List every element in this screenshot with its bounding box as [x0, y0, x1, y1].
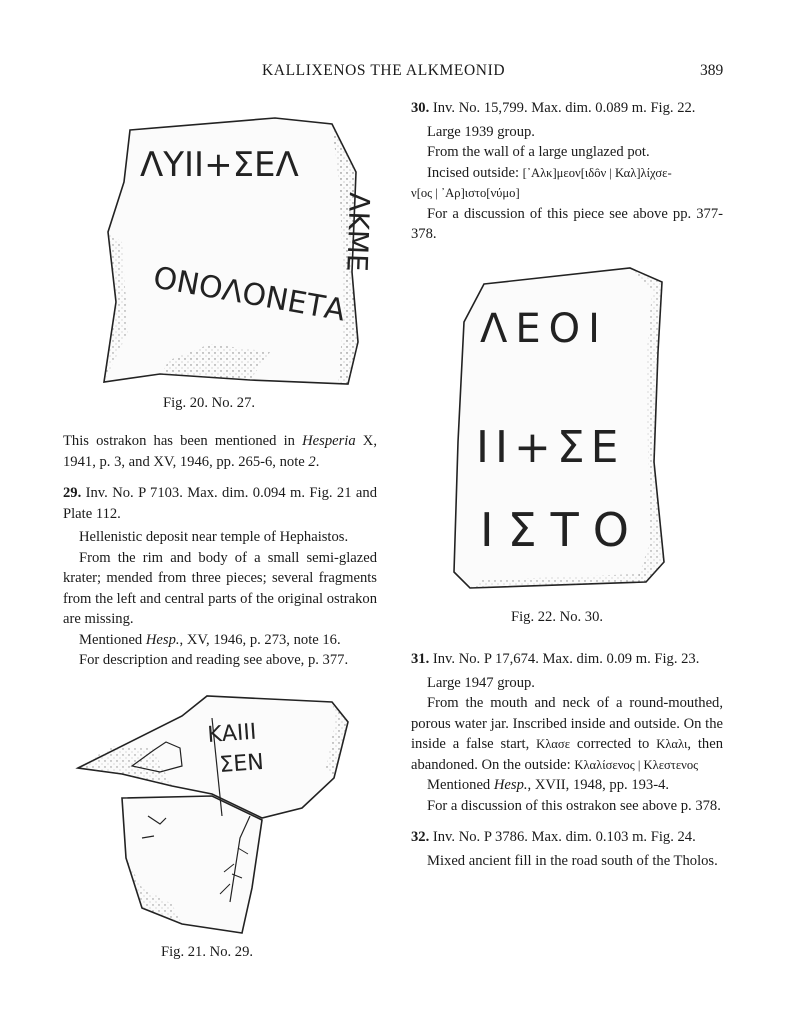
right-column-bottom: [411, 649, 723, 871]
entry-31-heading: 31. Inv. No. P 17,674. Max. dim. 0.09 m. Fig. 23.: [411, 651, 700, 667]
fig22-inscription-line1: ΛΕΟΙ: [480, 306, 608, 352]
entry-29-description: From the rim and body of a small semi-glazed krater; mended from three pieces; several fragments from the left and central parts of the original ostrakon are missing.: [63, 549, 377, 627]
figure-21-caption: Fig. 21. No. 29.: [161, 944, 254, 960]
fig22-inscription-line2: ΙΙ+ΣΕ: [476, 422, 625, 473]
fig22-inscription-line3: ΙΣΤΟ: [480, 503, 643, 557]
entry-30-incised: Incised outside: [᾿Αλκ]μεον[ιδôν | Καλ]λίχσε-: [427, 164, 672, 181]
fig20-inscription-bottom: ΟΝΟΛΟΝΕΤΑ: [150, 260, 348, 329]
running-header-title: KALLIXENOS THE ALKMEONID: [262, 62, 506, 79]
entry-31-discussion: For a discussion of this ostrakon see above p. 378.: [427, 797, 721, 814]
fig21-inscription-line2: ΣΕΝ: [218, 749, 265, 778]
fig20-inscription-side: ΛΚΜΕ: [340, 191, 376, 273]
entry-31-mentioned: Mentioned Hesp., XVII, 1948, pp. 193-4.: [427, 777, 670, 793]
entry-30-incised-cont: ν[ος | ᾿Αρ]ιστο[νύμο]: [411, 186, 520, 200]
figure-21-drawing: [62, 688, 362, 938]
entry-29-deposit: Hellenistic deposit near temple of Hephaistos.: [79, 529, 349, 545]
fig20-inscription-top: ΛΥΙΙ+ΣΕΛ: [140, 145, 299, 185]
figure-22-caption: Fig. 22. No. 30.: [511, 609, 604, 625]
page-number: 389: [700, 62, 724, 79]
entry-31-description: From the mouth and neck of a round-mouthed, porous water jar. Inscribed inside and outside. On the inside a false start, Κλασε corrected to Κλαλι, then abandoned. On the outside: Κλαλίσενος | Κλεστενος: [411, 695, 723, 773]
entry-30-discussion: For a discussion of this piece see above pp. 377-378.: [411, 205, 723, 242]
entry-32-heading: 32. Inv. No. P 3786. Max. dim. 0.103 m. Fig. 24.: [411, 829, 696, 845]
entry-30-origin: From the wall of a large unglazed pot.: [427, 144, 650, 160]
entry-31-group: Large 1947 group.: [427, 674, 535, 691]
left-column: [63, 431, 377, 671]
entry-29-heading: 29. Inv. No. P 7103. Max. dim. 0.094 m. Fig. 21 and Plate 112.: [63, 485, 377, 522]
entry-32-fill: Mixed ancient fill in the road south of the Tholos.: [427, 852, 718, 869]
figure-20-drawing: [100, 112, 376, 394]
right-column-top: [411, 98, 723, 245]
ostrakon-note: This ostrakon has been mentioned in Hesperia X, 1941, p. 3, and XV, 1946, pp. 265-6, note 2.: [63, 433, 377, 470]
entry-30-heading: 30. Inv. No. 15,799. Max. dim. 0.089 m. Fig. 22.: [411, 100, 696, 116]
figure-22-drawing: [440, 262, 670, 602]
entry-29-mentioned: Mentioned Hesp., XV, 1946, p. 273, note 16.: [79, 631, 341, 648]
figure-20-caption: Fig. 20. No. 27.: [163, 395, 256, 411]
fig21-inscription-line1: ΚΑΙΙΙ: [206, 719, 258, 748]
entry-30-group: Large 1939 group.: [427, 123, 535, 140]
entry-29-reading: For description and reading see above, p. 377.: [79, 652, 349, 668]
